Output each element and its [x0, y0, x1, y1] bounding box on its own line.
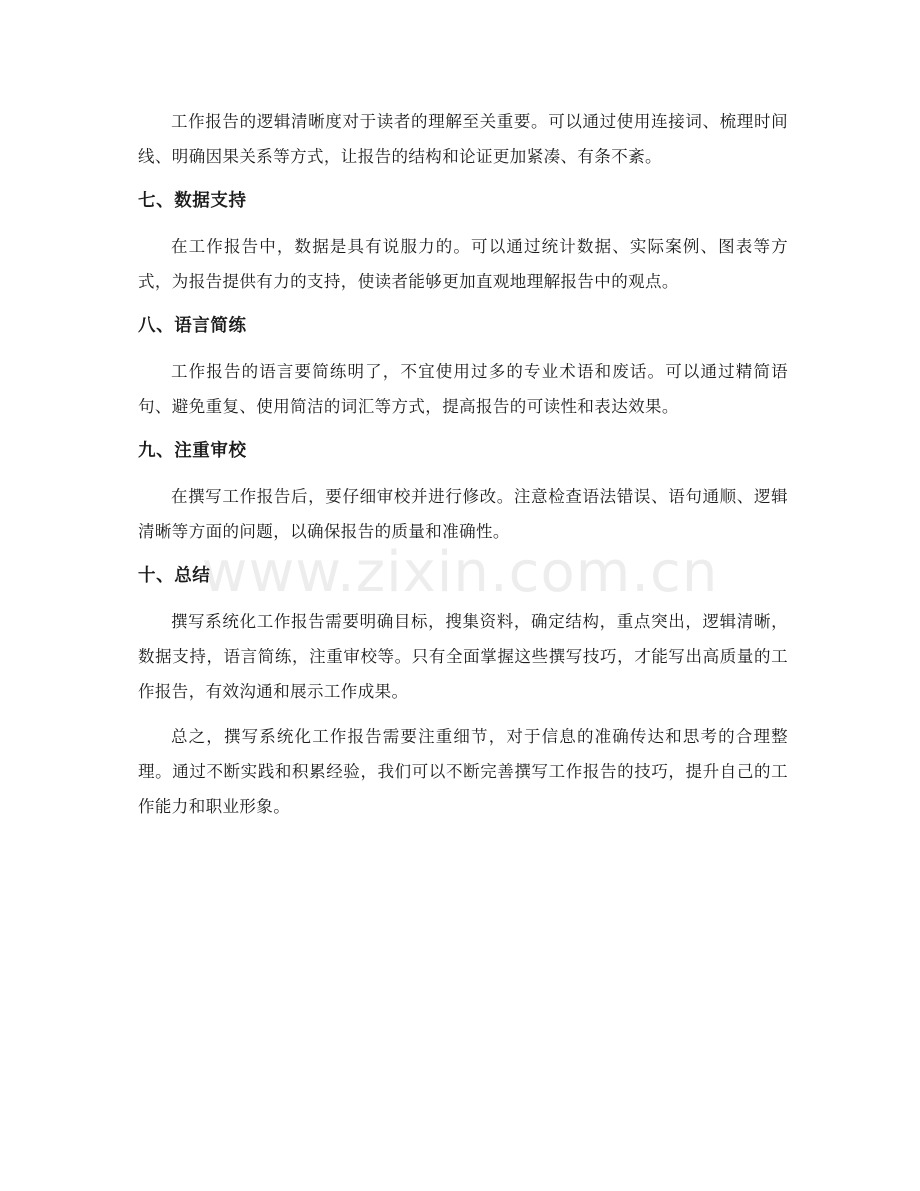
section-proofreading: [138, 434, 788, 549]
section-paragraph: 撰写系统化工作报告需要明确目标，搜集资料，确定结构，重点突出，逻辑清晰，数据支持，语言简练，注重审校等。只有全面掌握这些撰写技巧，才能写出高质量的工作报告，有效沟通和展示工作成果。: [138, 612, 788, 701]
section-paragraph: 总之，撰写系统化工作报告需要注重细节，对于信息的准确传达和思考的合理整理。通过不断实践和积累经验，我们可以不断完善撰写工作报告的技巧，提升自己的工作能力和职业形象。: [138, 727, 788, 816]
section-heading: 十、总结: [138, 566, 211, 586]
intro-paragraph: 工作报告的逻辑清晰度对于读者的理解至关重要。可以通过使用连接词、梳理时间线、明确因果关系等方式，让报告的结构和论证更加紧凑、有条不紊。: [138, 112, 788, 166]
section-heading: 八、语言简练: [138, 316, 247, 336]
section-heading: 七、数据支持: [138, 191, 247, 211]
section-paragraph: 在工作报告中，数据是具有说服力的。可以通过统计数据、实际案例、图表等方式，为报告提供有力的支持，使读者能够更加直观地理解报告中的观点。: [138, 237, 788, 291]
section-paragraph: 在撰写工作报告后，要仔细审校并进行修改。注意检查语法错误、语句通顺、逻辑清晰等方面的问题，以确保报告的质量和准确性。: [138, 487, 788, 541]
section-paragraph: 工作报告的语言要简练明了，不宜使用过多的专业术语和废话。可以通过精简语句、避免重复、使用简洁的词汇等方式，提高报告的可读性和表达效果。: [138, 362, 788, 416]
watermark-text: www.zixin.com.cn: [201, 540, 719, 605]
section-data-support: [138, 184, 788, 299]
section-heading: 九、注重审校: [138, 441, 247, 461]
section-concise-language: [138, 309, 788, 424]
document-body: [138, 104, 788, 824]
section-summary: [138, 559, 788, 824]
